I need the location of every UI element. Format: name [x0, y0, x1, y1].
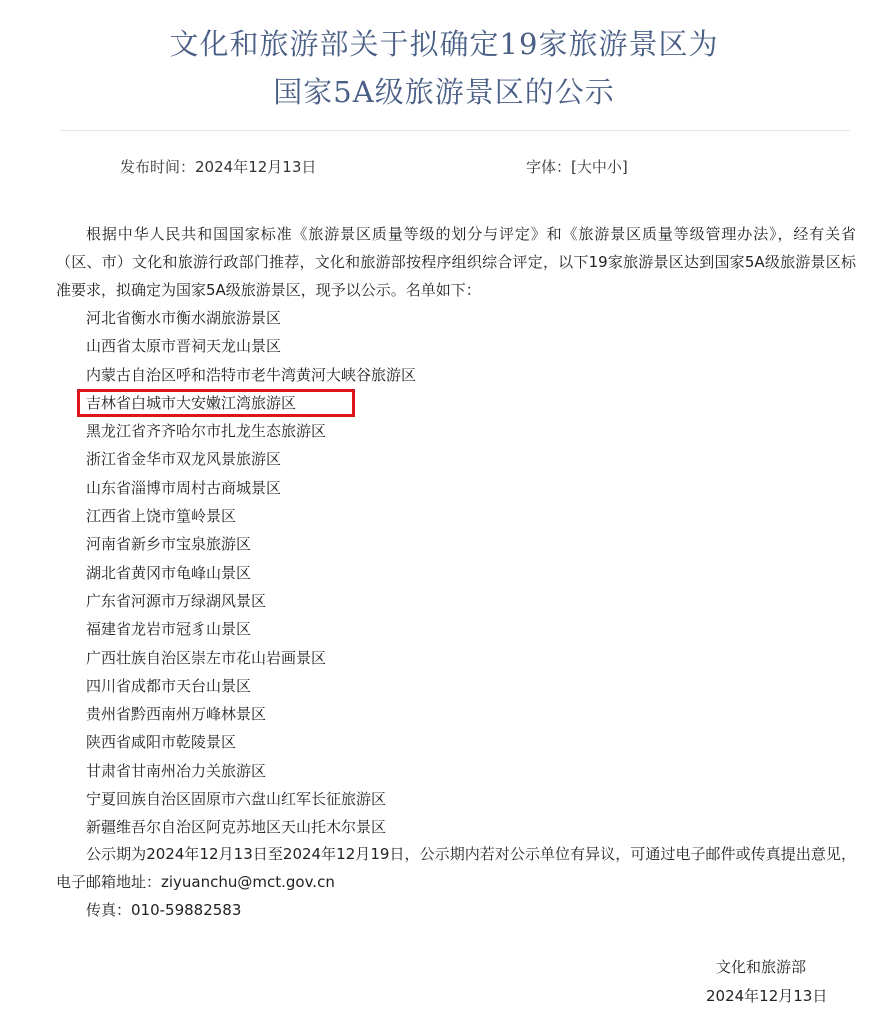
page-title-line-1: 文化和旅游部关于拟确定19家旅游景区为 [169, 27, 719, 61]
notice-paragraph [56, 840, 856, 896]
list-item: 福建省龙岩市冠豸山景区 [86, 620, 252, 639]
list-item: 贵州省黔西南州万峰林景区 [86, 705, 267, 724]
font-size-medium-button[interactable]: 中 [591, 158, 607, 176]
list-item: 四川省成都市天台山景区 [86, 676, 252, 695]
publish-label: 发布时间： [120, 158, 196, 176]
list-item: 黑龙江省齐齐哈尔市扎龙生态旅游区 [86, 422, 327, 441]
intro-paragraph [56, 220, 856, 304]
font-bracket-close: ] [621, 158, 628, 176]
list-item: 河北省衡水市衡水湖旅游景区 [86, 309, 282, 327]
list-item: 宁夏回族自治区固原市六盘山红军长征旅游区 [86, 790, 387, 809]
list-item: 江西省上饶市篁岭景区 [86, 507, 237, 526]
list-item: 新疆维吾尔自治区阿克苏地区天山托木尔景区 [86, 818, 387, 837]
highlight-box [77, 389, 355, 417]
fax-line: 传真：010-59882583 [86, 901, 242, 919]
list-item: 甘肃省甘南州冶力关旅游区 [86, 761, 267, 780]
list-item: 浙江省金华市双龙风景旅游区 [86, 450, 282, 469]
list-item: 陕西省咸阳市乾陵景区 [86, 733, 237, 752]
list-item: 内蒙古自治区呼和浩特市老牛湾黄河大峡谷旅游区 [86, 365, 417, 384]
signature-date: 2024年12月13日 [706, 987, 828, 1005]
signature-org: 文化和旅游部 [716, 958, 807, 976]
font-size-switcher [526, 156, 628, 177]
list-item-highlighted: 吉林省白城市大安嫩江湾旅游区 [86, 393, 297, 412]
font-bracket-open: [ [571, 158, 577, 176]
font-size-large-button[interactable]: 大 [576, 158, 592, 176]
page-title-line-2: 国家5A级旅游景区的公示 [273, 75, 615, 109]
notice-text: 公示期为2024年12月13日至2024年12月19日，公示期内若对公示单位有异议，可通过电子邮件或传真提出意见，电子邮箱地址：ziyuanchu@mct.gov.cn [56, 845, 856, 891]
list-item: 河南省新乡市宝泉旅游区 [86, 535, 252, 554]
list-item: 湖北省黄冈市龟峰山景区 [86, 563, 252, 582]
list-item: 山西省太原市晋祠天龙山景区 [86, 337, 282, 356]
publish-info [120, 156, 316, 177]
intro-text: 根据中华人民共和国国家标准《旅游景区质量等级的划分与评定》和《旅游景区质量等级管理办法》，经有关省（区、市）文化和旅游行政部门推荐，文化和旅游部按程序组织综合评定，以下19家旅游景区达到国家5A级旅游景区标准要求，拟确定为国家5A级旅游景区，现予以公示。名单如下： [56, 225, 856, 299]
font-size-label: 字体： [526, 158, 572, 176]
font-size-small-button[interactable]: 小 [606, 158, 622, 176]
list-item: 山东省淄博市周村古商城景区 [86, 478, 282, 497]
publish-date: 2024年12月13日 [195, 158, 317, 176]
list-item: 广西壮族自治区崇左市花山岩画景区 [86, 648, 327, 667]
scenic-area-list [86, 304, 416, 842]
title-divider [60, 130, 850, 131]
list-item: 广东省河源市万绿湖风景区 [86, 591, 267, 610]
